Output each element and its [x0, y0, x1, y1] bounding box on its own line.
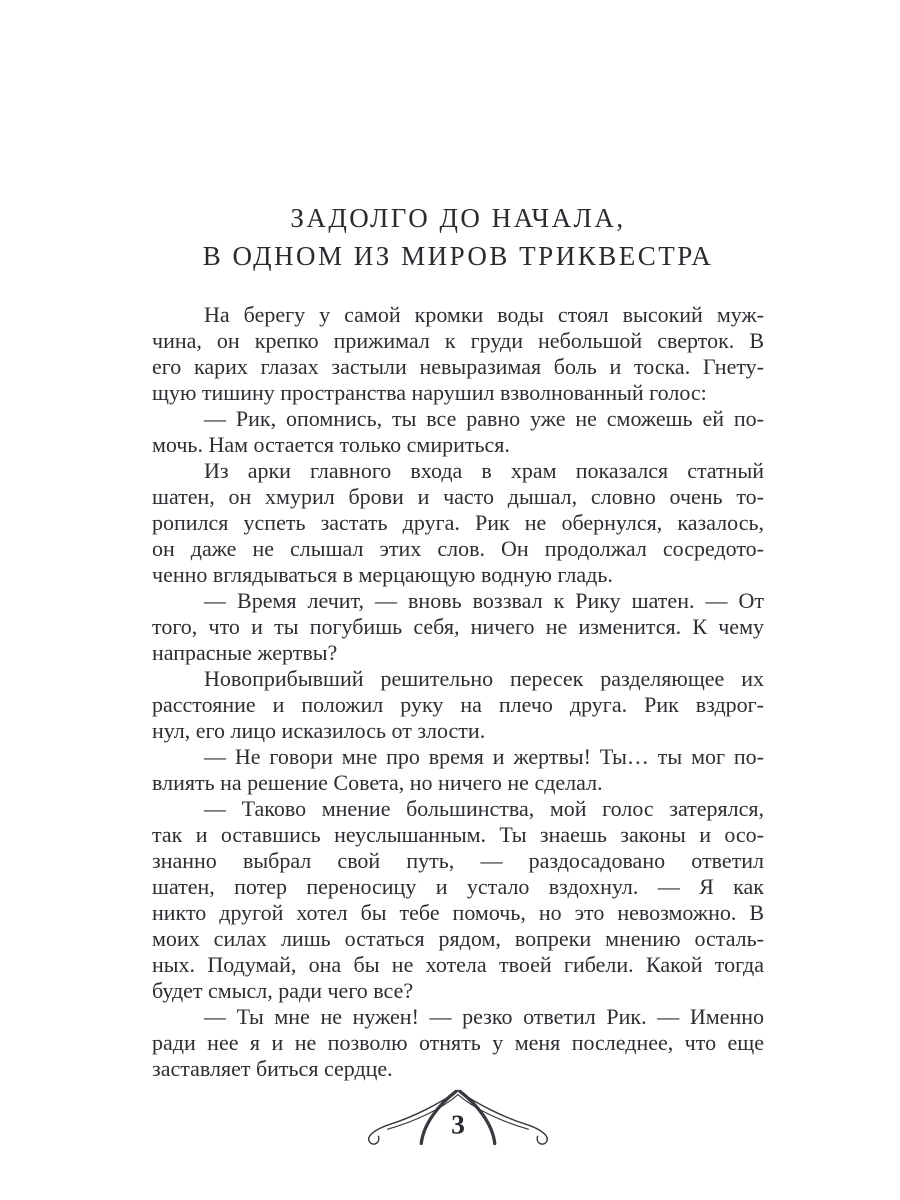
text-line: Новоприбывший решительно пересек разделяющее их	[204, 666, 764, 691]
text-line: так и оставшись неуслышанным. Ты знаешь законы и осо-	[152, 822, 764, 847]
text-line: влиять на решение Совета, но ничего не сделал.	[152, 770, 603, 795]
text-line: никто другой хотел бы тебе помочь, но это невозможно. В	[152, 900, 764, 925]
text-line: — Таково мнение большинства, мой голос затерялся,	[204, 796, 764, 821]
paragraph	[152, 588, 764, 666]
text-line: шатен, он хмурил брови и часто дышал, словно очень то-	[152, 484, 764, 509]
text-line: Из арки главного входа в храм показался статный	[204, 458, 764, 483]
chapter-heading-line-2: В ОДНОМ ИЗ МИРОВ ТРИКВЕСТРА	[202, 241, 714, 271]
text-line: ченно вглядываться в мерцающую водную гладь.	[152, 562, 613, 587]
text-line: — Рик, опомнись, ты все равно уже не сможешь ей по-	[204, 406, 764, 431]
paragraph	[152, 1004, 764, 1082]
text-line: чина, он крепко прижимал к груди небольшой сверток. В	[152, 328, 764, 353]
text-line: заставляет биться сердце.	[152, 1056, 393, 1081]
text-line: знанно выбрал свой путь, — раздосадовано ответил	[152, 848, 764, 873]
footer-ornament	[152, 1084, 764, 1154]
text-line: щую тишину пространства нарушил взволнованный голос:	[152, 380, 707, 405]
text-line: мочь. Нам остается только смириться.	[152, 432, 510, 457]
text-line: напрасные жертвы?	[152, 640, 338, 665]
text-line: того, что и ты погубишь себя, ничего не изменится. К чему	[152, 614, 764, 639]
text-line: его карих глазах застыли невыразимая боль и тоска. Гнету-	[152, 354, 764, 379]
text-line: расстояние и положил руку на плечо друга. Рик вздрог-	[152, 692, 764, 717]
paragraph	[152, 666, 764, 744]
paragraph	[152, 458, 764, 588]
text-line: нул, его лицо исказилось от злости.	[152, 718, 486, 743]
chapter-heading	[152, 199, 764, 275]
text-line: он даже не слышал этих слов. Он продолжал сосредото-	[152, 536, 764, 561]
flourish-ornament-icon	[356, 1084, 560, 1154]
text-line: будет смысл, ради чего все?	[152, 978, 414, 1003]
text-line: ропился успеть застать друга. Рик не обернулся, казалось,	[152, 510, 764, 535]
paragraph	[152, 744, 764, 796]
text-line: — Не говори мне про время и жертвы! Ты… ты мог по-	[204, 744, 764, 769]
body-text	[152, 302, 764, 1082]
page-number: 3	[451, 1108, 465, 1140]
text-line: — Ты мне не нужен! — резко ответил Рик. — Именно	[204, 1004, 764, 1029]
paragraph	[152, 406, 764, 458]
text-line: моих силах лишь остаться рядом, вопреки мнению осталь-	[152, 926, 764, 951]
text-line: На берегу у самой кромки воды стоял высокий муж-	[204, 302, 764, 327]
text-line: ных. Подумай, она бы не хотела твоей гибели. Какой тогда	[152, 952, 764, 977]
paragraph	[152, 302, 764, 406]
chapter-heading-line-1: ЗАДОЛГО ДО НАЧАЛА,	[290, 203, 626, 233]
text-line: ради нее я и не позволю отнять у меня последнее, что еще	[152, 1030, 764, 1055]
text-line: шатен, потер переносицу и устало вздохнул. — Я как	[152, 874, 764, 899]
paragraph	[152, 796, 764, 1004]
text-line: — Время лечит, — вновь воззвал к Рику шатен. — От	[204, 588, 764, 613]
